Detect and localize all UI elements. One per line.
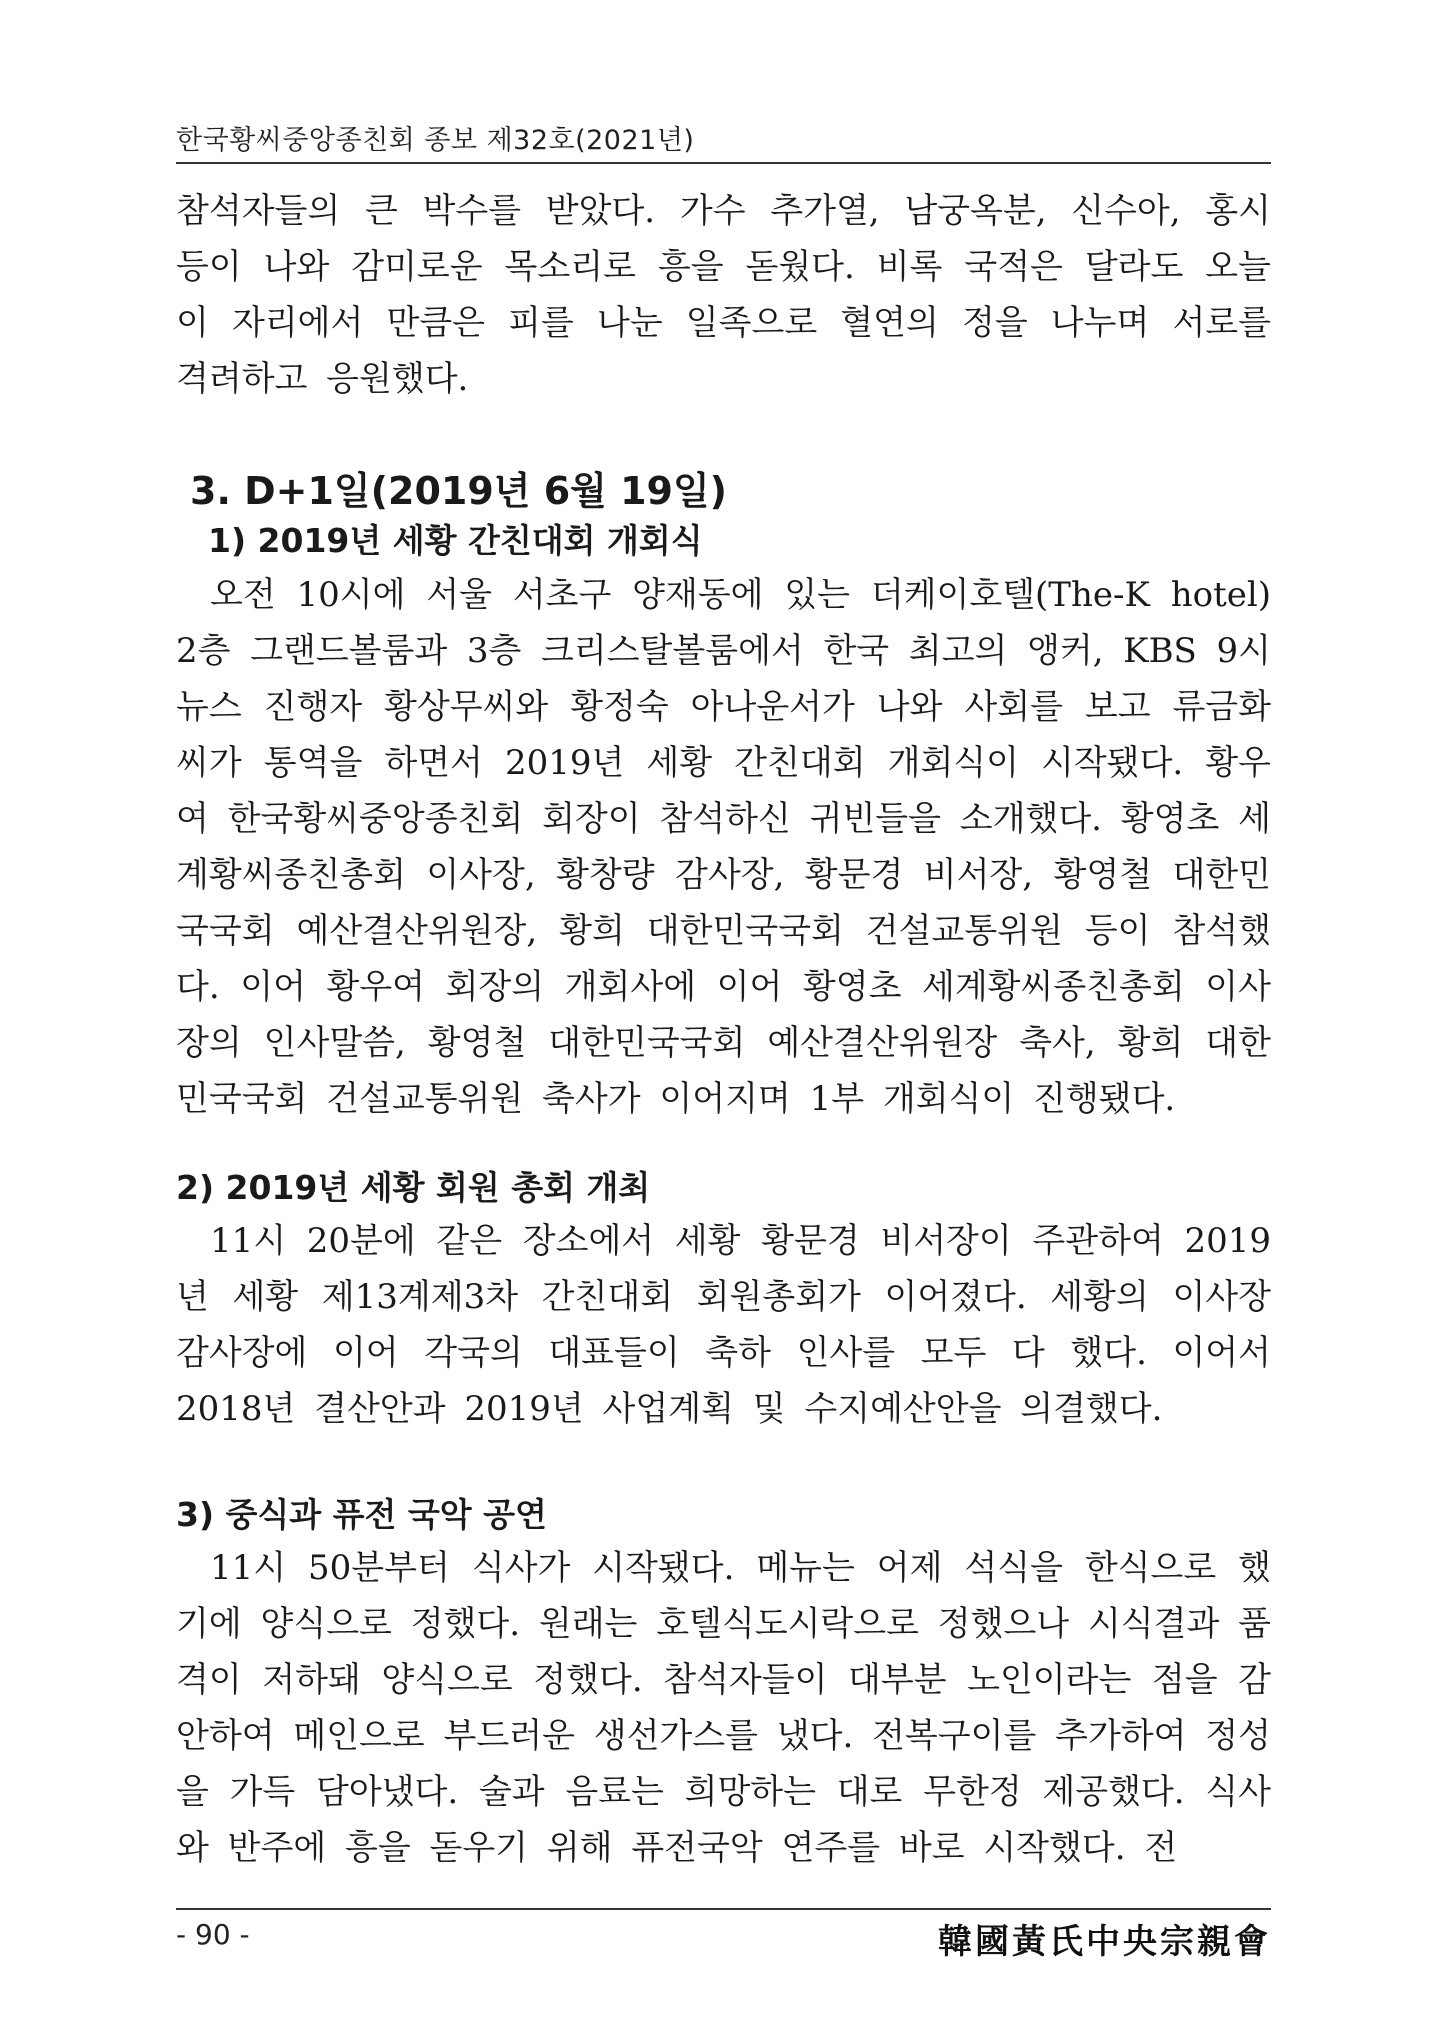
subsection-3-heading: 3) 중식과 퓨전 국악 공연 xyxy=(176,1495,547,1534)
footer-rule xyxy=(176,1908,1271,1910)
page-number: - 90 - xyxy=(176,1918,250,1951)
publisher-name: 韓國黃氏中央宗親會 xyxy=(938,1922,1271,1962)
subsection-3-paragraph: 11시 50분부터 식사가 시작됐다. 메뉴는 어제 석식을 한식으로 했기에 양식으로 정했다. 원래는 호텔식도시락으로 정했으나 시식결과 품격이 저하돼 양식으로 정했다. 참석자들이 대부분 노인이라는 점을 감안하여 메인으로 부드러운 생선가스를 냈다. 전복구이를 추가하여 정성을 가득 담아냈다. 술과 음료는 희망하는 대로 무한정 제공했다. 식사와 반주에 흥을 돋우기 위해 퓨전국악 연주를 바로 시작했다. 전 xyxy=(176,1548,1271,1868)
subsection-2-paragraph: 11시 20분에 같은 장소에서 세황 황문경 비서장이 주관하여 2019년 세황 제13계제3차 간친대회 회원총회가 이어졌다. 세황의 이사장 감사장에 이어 각국의 대표들이 축하 인사를 모두 다 했다. 이어서 2018년 결산안과 2019년 사업계획 및 수지예산안을 의결했다. xyxy=(176,1221,1271,1429)
subsection-2-heading: 2) 2019년 세황 회원 총회 개최 xyxy=(176,1168,651,1207)
header-rule xyxy=(176,162,1271,164)
intro-paragraph: 참석자들의 큰 박수를 받았다. 가수 추가열, 남궁옥분, 신수아, 홍시 등이 나와 감미로운 목소리로 흥을 돋웠다. 비록 국적은 달라도 오늘 이 자리에서 만큼은 피를 나눈 일족으로 혈연의 정을 나누며 서로를 격려하고 응원했다. xyxy=(176,191,1271,399)
running-header: 한국황씨중앙종친회 종보 제32호(2021년) xyxy=(176,125,695,156)
subsection-1-paragraph: 오전 10시에 서울 서초구 양재동에 있는 더케이호텔(The-K hotel) 2층 그랜드볼룸과 3층 크리스탈볼룸에서 한국 최고의 앵커, KBS 9시 뉴스 진행자 황상무씨와 황정숙 아나운서가 나와 사회를 보고 류금화씨가 통역을 하면서 2019년 세황 간친대회 개회식이 시작됐다. 황우여 한국황씨중앙종친회 회장이 참석하신 귀빈들을 소개했다. 황영초 세계황씨종친총회 이사장, 황창량 감사장, 황문경 비서장, 황영철 대한민국국회 예산결산위원장, 황희 대한민국국회 건설교통위원 등이 참석했다. 이어 황우여 회장의 개회사에 이어 황영초 세계황씨종친총회 이사장의 인사말씀, 황영철 대한민국국회 예산결산위원장 축사, 황희 대한민국국회 건설교통위원 축사가 이어지며 1부 개회식이 진행됐다. xyxy=(176,575,1271,1119)
section-heading: 3. D+1일(2019년 6월 19일) xyxy=(190,469,728,513)
subsection-1-heading: 1) 2019년 세황 간친대회 개회식 xyxy=(208,521,703,560)
